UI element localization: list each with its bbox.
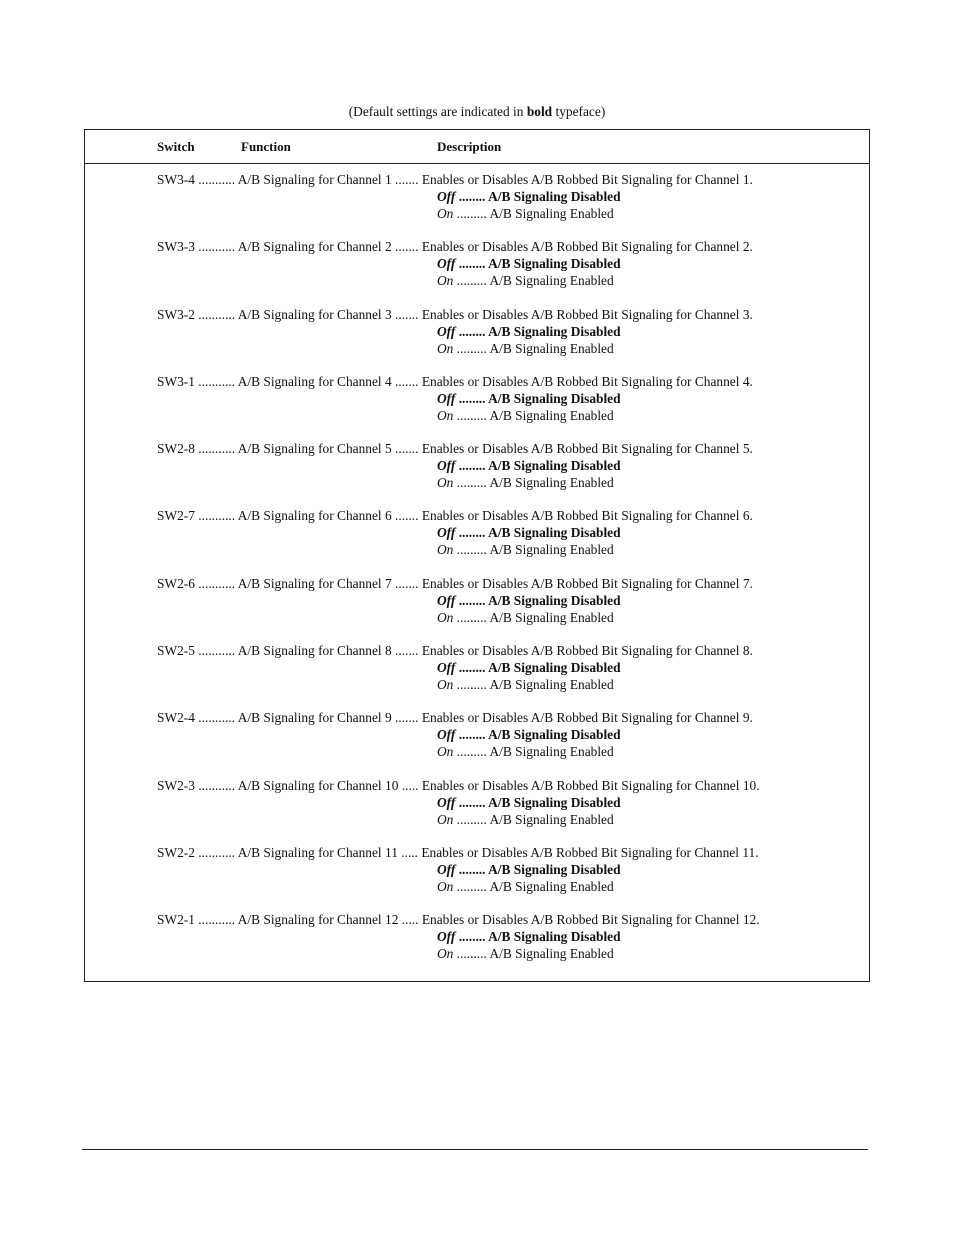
leader-dots: ....... xyxy=(391,239,422,255)
leader-dots: ........... xyxy=(194,643,238,659)
function-text: A/B Signaling for Channel 8 xyxy=(237,643,392,659)
on-label: On xyxy=(437,677,454,693)
on-label: On xyxy=(437,542,454,558)
leader-dots: ......... xyxy=(453,677,490,693)
on-value: A/B Signaling Enabled xyxy=(489,946,614,962)
row-main-line xyxy=(157,306,753,323)
function-text: A/B Signaling for Channel 4 xyxy=(237,373,392,389)
off-label: Off xyxy=(437,390,456,406)
row-main-line xyxy=(157,373,753,390)
leader-dots: ....... xyxy=(391,172,422,187)
off-label: Off xyxy=(437,660,456,676)
on-value: A/B Signaling Enabled xyxy=(489,744,614,760)
on-label: On xyxy=(437,407,454,423)
table-row xyxy=(85,575,869,642)
table-row xyxy=(85,911,869,978)
row-main-line xyxy=(157,911,760,928)
on-value: A/B Signaling Enabled xyxy=(489,609,614,625)
switch-id: SW2-5 xyxy=(157,643,195,659)
switch-id: SW2-2 xyxy=(157,844,195,860)
off-setting-line xyxy=(437,457,621,474)
off-setting-line xyxy=(437,592,621,609)
leader-dots: ....... xyxy=(391,373,422,389)
row-main-line xyxy=(157,777,760,794)
leader-dots: ........ xyxy=(455,727,489,743)
leader-dots: ......... xyxy=(453,273,490,289)
leader-dots: ........... xyxy=(194,844,238,860)
on-setting-line xyxy=(437,205,614,222)
off-setting-line xyxy=(437,188,621,205)
off-setting-line xyxy=(437,726,621,743)
description-text: Enables or Disables A/B Robbed Bit Signaling for Channel 10. xyxy=(421,777,760,793)
on-setting-line xyxy=(437,878,614,895)
switch-id: SW2-8 xyxy=(157,441,195,457)
leader-dots: ......... xyxy=(453,744,490,760)
leader-dots: ........... xyxy=(194,373,238,389)
leader-dots: ........ xyxy=(455,794,489,810)
leader-dots: ......... xyxy=(453,340,490,356)
off-label: Off xyxy=(437,592,456,608)
leader-dots: ........ xyxy=(455,861,489,877)
on-setting-line xyxy=(437,945,614,962)
row-main-line xyxy=(157,171,753,188)
off-value: A/B Signaling Disabled xyxy=(488,189,621,204)
off-setting-line xyxy=(437,659,621,676)
on-value: A/B Signaling Enabled xyxy=(489,677,614,693)
leader-dots: ......... xyxy=(453,811,490,827)
leader-dots: ..... xyxy=(398,912,422,928)
leader-dots: ........... xyxy=(194,172,238,187)
off-value: A/B Signaling Disabled xyxy=(488,525,621,541)
leader-dots: ..... xyxy=(397,844,422,860)
off-value: A/B Signaling Disabled xyxy=(488,256,621,272)
leader-dots: ........... xyxy=(194,575,238,591)
leader-dots: ......... xyxy=(453,878,490,894)
switch-id: SW3-2 xyxy=(157,306,195,322)
off-label: Off xyxy=(437,727,456,743)
table-row xyxy=(85,642,869,709)
function-text: A/B Signaling for Channel 1 xyxy=(237,172,392,187)
description-text: Enables or Disables A/B Robbed Bit Signaling for Channel 11. xyxy=(421,844,759,860)
on-setting-line xyxy=(437,811,614,828)
function-text: A/B Signaling for Channel 10 xyxy=(237,777,399,793)
off-value: A/B Signaling Disabled xyxy=(488,660,621,676)
table-row xyxy=(85,238,869,305)
description-text: Enables or Disables A/B Robbed Bit Signaling for Channel 12. xyxy=(421,912,760,928)
table-body xyxy=(85,171,869,979)
off-value: A/B Signaling Disabled xyxy=(488,794,621,810)
off-value: A/B Signaling Disabled xyxy=(488,458,621,474)
function-text: A/B Signaling for Channel 7 xyxy=(237,575,392,591)
table-row xyxy=(85,844,869,911)
off-label: Off xyxy=(437,794,456,810)
on-label: On xyxy=(437,744,454,760)
on-value: A/B Signaling Enabled xyxy=(489,475,614,491)
caption-bold-word: bold xyxy=(526,104,553,119)
on-value: A/B Signaling Enabled xyxy=(489,206,614,221)
off-setting-line xyxy=(437,794,621,811)
off-setting-line xyxy=(437,255,621,272)
on-value: A/B Signaling Enabled xyxy=(489,407,614,423)
off-value: A/B Signaling Disabled xyxy=(488,861,621,877)
on-setting-line xyxy=(437,676,614,693)
leader-dots: ....... xyxy=(391,306,422,322)
on-label: On xyxy=(437,811,454,827)
leader-dots: ........... xyxy=(194,508,238,524)
switch-id: SW2-4 xyxy=(157,710,195,726)
row-main-line xyxy=(157,642,753,659)
switch-settings-table xyxy=(84,129,870,982)
function-text: A/B Signaling for Channel 5 xyxy=(237,441,392,457)
row-main-line xyxy=(157,575,753,592)
on-setting-line xyxy=(437,474,614,491)
header-switch: Switch xyxy=(157,139,195,154)
row-main-line xyxy=(157,709,753,726)
leader-dots: ........... xyxy=(194,239,238,255)
function-text: A/B Signaling for Channel 2 xyxy=(237,239,392,255)
description-text: Enables or Disables A/B Robbed Bit Signaling for Channel 5. xyxy=(421,441,753,457)
on-label: On xyxy=(437,609,454,625)
table-caption xyxy=(0,104,954,120)
description-text: Enables or Disables A/B Robbed Bit Signaling for Channel 4. xyxy=(421,373,753,389)
leader-dots: ......... xyxy=(453,407,490,423)
off-label: Off xyxy=(437,929,456,945)
leader-dots: ....... xyxy=(391,710,422,726)
function-text: A/B Signaling for Channel 9 xyxy=(237,710,392,726)
leader-dots: ......... xyxy=(453,475,490,491)
table-row xyxy=(85,306,869,373)
on-label: On xyxy=(437,273,454,289)
function-text: A/B Signaling for Channel 6 xyxy=(237,508,392,524)
switch-id: SW2-6 xyxy=(157,575,195,591)
leader-dots: ......... xyxy=(453,609,490,625)
leader-dots: ........ xyxy=(455,929,489,945)
off-setting-line xyxy=(437,524,621,541)
off-value: A/B Signaling Disabled xyxy=(488,323,621,339)
leader-dots: ........ xyxy=(455,458,489,474)
caption-prefix: (Default settings are indicated in xyxy=(348,104,527,119)
description-text: Enables or Disables A/B Robbed Bit Signaling for Channel 8. xyxy=(421,643,753,659)
leader-dots: ........... xyxy=(194,306,238,322)
on-value: A/B Signaling Enabled xyxy=(489,542,614,558)
row-main-line xyxy=(157,844,759,861)
leader-dots: ........... xyxy=(194,441,238,457)
leader-dots: ........ xyxy=(455,323,489,339)
off-setting-line xyxy=(437,928,621,945)
on-label: On xyxy=(437,475,454,491)
footer-divider xyxy=(82,1149,868,1150)
header-function: Function xyxy=(241,139,291,154)
table-row xyxy=(85,709,869,776)
leader-dots: ........... xyxy=(194,912,238,928)
on-label: On xyxy=(437,340,454,356)
off-setting-line xyxy=(437,390,621,407)
leader-dots: ....... xyxy=(391,643,422,659)
function-text: A/B Signaling for Channel 11 xyxy=(237,844,398,860)
function-text: A/B Signaling for Channel 12 xyxy=(237,912,399,928)
leader-dots: ....... xyxy=(391,575,422,591)
leader-dots: ........ xyxy=(455,189,489,204)
switch-id: SW2-7 xyxy=(157,508,195,524)
header-description: Description xyxy=(437,139,502,154)
leader-dots: ......... xyxy=(453,946,490,962)
switch-id: SW3-1 xyxy=(157,373,195,389)
off-label: Off xyxy=(437,458,456,474)
leader-dots: ..... xyxy=(398,777,422,793)
off-setting-line xyxy=(437,861,621,878)
caption-suffix: typeface) xyxy=(552,104,606,119)
leader-dots: ........ xyxy=(455,592,489,608)
table-header-row xyxy=(85,130,869,164)
on-setting-line xyxy=(437,407,614,424)
row-main-line xyxy=(157,440,753,457)
leader-dots: ......... xyxy=(453,542,490,558)
leader-dots: ........ xyxy=(455,256,489,272)
on-value: A/B Signaling Enabled xyxy=(489,811,614,827)
leader-dots: ........ xyxy=(455,390,489,406)
leader-dots: ......... xyxy=(453,206,490,221)
off-label: Off xyxy=(437,525,456,541)
description-text: Enables or Disables A/B Robbed Bit Signaling for Channel 3. xyxy=(421,306,753,322)
description-text: Enables or Disables A/B Robbed Bit Signaling for Channel 1. xyxy=(421,172,753,187)
table-row xyxy=(85,373,869,440)
on-label: On xyxy=(437,206,454,221)
off-label: Off xyxy=(437,861,456,877)
description-text: Enables or Disables A/B Robbed Bit Signaling for Channel 7. xyxy=(421,575,753,591)
on-setting-line xyxy=(437,541,614,558)
off-value: A/B Signaling Disabled xyxy=(488,727,621,743)
off-label: Off xyxy=(437,189,456,204)
leader-dots: ........ xyxy=(455,660,489,676)
on-label: On xyxy=(437,946,454,962)
on-value: A/B Signaling Enabled xyxy=(489,878,614,894)
leader-dots: ....... xyxy=(391,441,422,457)
row-main-line xyxy=(157,238,753,255)
off-label: Off xyxy=(437,256,456,272)
switch-id: SW3-4 xyxy=(157,172,195,187)
description-text: Enables or Disables A/B Robbed Bit Signaling for Channel 6. xyxy=(421,508,753,524)
off-label: Off xyxy=(437,323,456,339)
switch-id: SW3-3 xyxy=(157,239,195,255)
description-text: Enables or Disables A/B Robbed Bit Signaling for Channel 2. xyxy=(421,239,753,255)
row-main-line xyxy=(157,507,753,524)
table-row xyxy=(85,777,869,844)
leader-dots: ........ xyxy=(455,525,489,541)
leader-dots: ........... xyxy=(194,710,238,726)
on-setting-line xyxy=(437,272,614,289)
table-row xyxy=(85,507,869,574)
off-value: A/B Signaling Disabled xyxy=(488,592,621,608)
off-value: A/B Signaling Disabled xyxy=(488,390,621,406)
off-value: A/B Signaling Disabled xyxy=(488,929,621,945)
on-setting-line xyxy=(437,340,614,357)
switch-id: SW2-3 xyxy=(157,777,195,793)
on-value: A/B Signaling Enabled xyxy=(489,340,614,356)
function-text: A/B Signaling for Channel 3 xyxy=(237,306,392,322)
on-value: A/B Signaling Enabled xyxy=(489,273,614,289)
switch-id: SW2-1 xyxy=(157,912,195,928)
table-row xyxy=(85,171,869,238)
on-setting-line xyxy=(437,743,614,760)
leader-dots: ....... xyxy=(391,508,422,524)
description-text: Enables or Disables A/B Robbed Bit Signaling for Channel 9. xyxy=(421,710,753,726)
leader-dots: ........... xyxy=(194,777,238,793)
off-setting-line xyxy=(437,323,621,340)
table-row xyxy=(85,440,869,507)
on-setting-line xyxy=(437,609,614,626)
on-label: On xyxy=(437,878,454,894)
